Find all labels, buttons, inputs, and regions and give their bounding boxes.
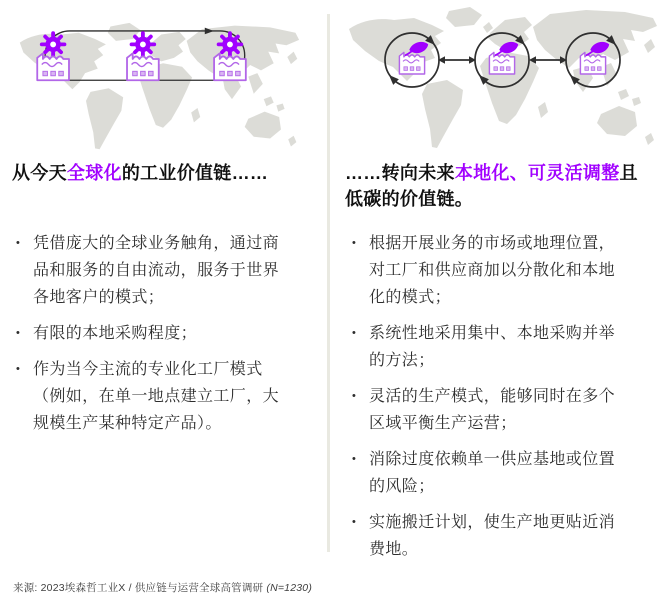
- source-text: 来源: 2023埃森哲工业X / 供应链与运营全球高管调研: [13, 582, 267, 594]
- source-line: [13, 580, 312, 595]
- double-arrow: [529, 56, 567, 64]
- left-panel-title: [12, 160, 317, 186]
- bullet-item: • 实施搬迁计划，使生产地更贴近消费地。: [350, 509, 630, 563]
- bullet-item: • 有限的本地采购程度；: [14, 320, 284, 347]
- bullet-item: • 根据开展业务的市场或地理位置，对工厂和供应商加以分散化和本地化的模式；: [350, 230, 630, 311]
- column-divider: [327, 14, 330, 552]
- globalized-value-chain-graphic: [8, 22, 300, 160]
- right-panel-title: [345, 160, 655, 212]
- double-arrow: [438, 56, 476, 64]
- title-segment: 的工业价值链……: [121, 163, 269, 183]
- bullet-item: • 系统性地采用集中、本地采购并举的方法；: [350, 320, 630, 374]
- bullet-item: • 消除过度依赖单一供应基地或位置的风险；: [350, 446, 630, 500]
- title-line: 低碳的价值链。: [345, 189, 474, 209]
- sample-size-note: (N=1230): [266, 582, 313, 594]
- title-segment: ……转向未来: [345, 163, 455, 183]
- title-line: [345, 160, 655, 186]
- factory-leaf-unit: [489, 42, 518, 74]
- bullet-item: • 凭借庞大的全球业务触角，通过商品和服务的自由流动，服务于世界各地客户的模式；: [14, 230, 284, 311]
- localized-value-chain-graphic: [336, 6, 658, 160]
- title-segment-accent: 全球化: [66, 163, 122, 183]
- bullet-item: • 灵活的生产模式，能够同时在多个区域平衡生产运营；: [350, 383, 630, 437]
- title-segment: 从今天: [12, 163, 67, 183]
- bullet-item: • 作为当今主流的专业化工厂模式（例如，在单一地点建立工厂，大规模生产某种特定产品）。: [14, 356, 284, 437]
- title-segment: 且: [619, 163, 638, 183]
- left-bullet-list: [14, 230, 284, 446]
- title-segment-accent: 本地化、可灵活调整: [454, 163, 620, 183]
- right-bullet-list: [350, 230, 630, 572]
